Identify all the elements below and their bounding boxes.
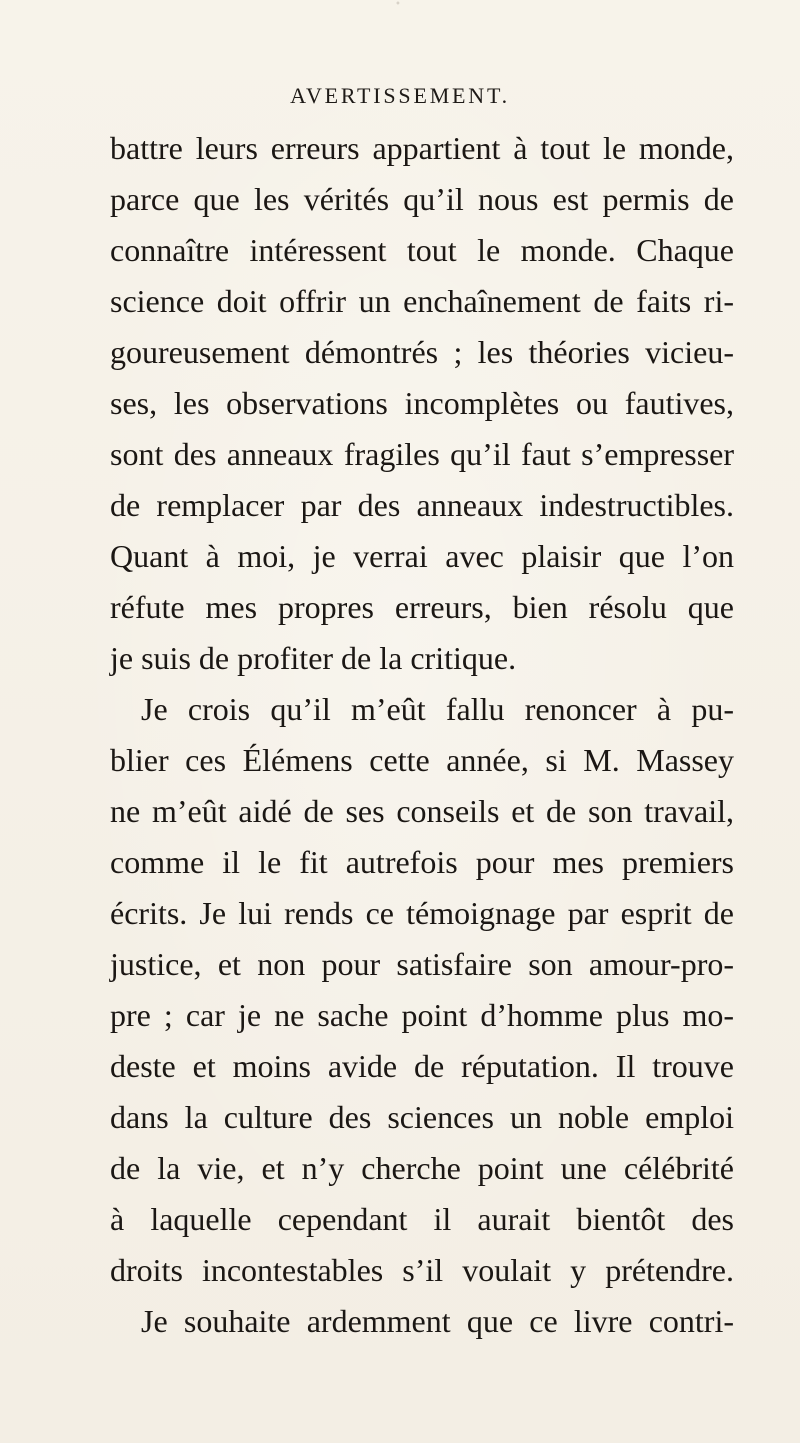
body-text — [110, 123, 734, 1347]
text-line: pre ; car je ne sache point d’homme plus mo- — [110, 997, 734, 1033]
text-line: deste et moins avide de réputation. Il trouve — [110, 1048, 734, 1084]
text-line: comme il le fit autrefois pour mes premiers — [110, 844, 734, 880]
text-line: sont des anneaux fragiles qu’il faut s’empresser — [110, 436, 734, 472]
text-line: à laquelle cependant il aurait bientôt des — [110, 1201, 734, 1237]
text-line: blier ces Élémens cette année, si M. Massey — [110, 742, 734, 778]
text-line: ses, les observations incomplètes ou fautives, — [110, 385, 734, 421]
paper-speck: • — [395, 0, 401, 10]
text-line: parce que les vérités qu’il nous est permis de — [110, 181, 734, 217]
text-line: réfute mes propres erreurs, bien résolu que — [110, 589, 734, 625]
text-line: goureusement démontrés ; les théories vicieu- — [110, 334, 734, 370]
paragraph-start-line: Je souhaite ardemment que ce livre contri- — [141, 1303, 734, 1339]
text-line: science doit offrir un enchaînement de faits ri- — [110, 283, 734, 319]
running-head: AVERTISSEMENT. — [290, 83, 510, 108]
paragraph-start-line: Je crois qu’il m’eût fallu renoncer à pu- — [141, 691, 734, 727]
text-line: ne m’eût aidé de ses conseils et de son travail, — [110, 793, 734, 829]
text-line: justice, et non pour satisfaire son amour-pro- — [110, 946, 734, 982]
text-line: de remplacer par des anneaux indestructibles. — [110, 487, 734, 523]
text-line: droits incontestables s’il voulait y prétendre. — [110, 1252, 734, 1288]
text-line: Quant à moi, je verrai avec plaisir que l’on — [110, 538, 734, 574]
paragraph-end-line: je suis de profiter de la critique. — [110, 640, 517, 676]
text-line: connaître intéressent tout le monde. Chaque — [110, 232, 734, 268]
text-line: de la vie, et n’y cherche point une célébrité — [110, 1150, 734, 1186]
text-line: battre leurs erreurs appartient à tout le monde, — [110, 130, 734, 166]
text-line: écrits. Je lui rends ce témoignage par esprit de — [110, 895, 734, 931]
text-line: dans la culture des sciences un noble emploi — [110, 1099, 734, 1135]
